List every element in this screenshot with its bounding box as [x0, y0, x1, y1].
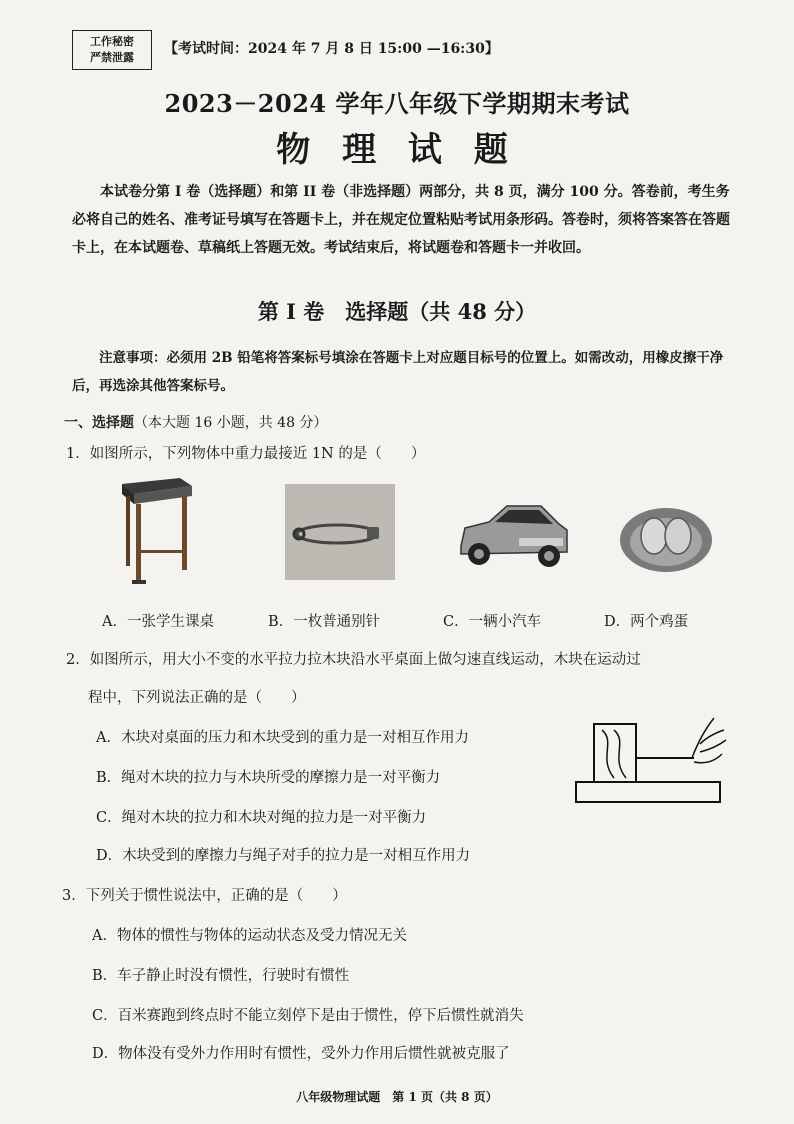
- question-3-stem: 3．下列关于惯性说法中，正确的是（ ）: [62, 888, 347, 904]
- question-1-option-b: B．一枚普通别针: [268, 614, 381, 630]
- exam-title: 2023－2024 学年八年级下学期期末考试: [164, 89, 630, 118]
- part-note: （本大题 16 小题，共 48 分）: [134, 415, 328, 431]
- question-3-option-c: C．百米赛跑到终点时不能立刻停下是由于惯性，停下后惯性就消失: [92, 1008, 524, 1024]
- question-3-option-d: D．物体没有受外力作用时有惯性，受外力作用后惯性就被克服了: [92, 1046, 510, 1062]
- block-rope-figure: [568, 702, 734, 810]
- subject-title: 物 理 试 题: [276, 130, 518, 170]
- intro-paragraph: 本试卷分第 I 卷（选择题）和第 II 卷（非选择题）两部分，共 8 页，满分 100 分。答卷前，考生务必将自己的姓名、准考证号填写在答题卡上，并在规定位置粘贴考试用条形码。答卷时，须将答案答在答题卡上，在本试题卷、草稿纸上答题无效。考试结束后，将试题卷和答题卡一并收回。: [72, 184, 730, 256]
- question-3-option-a: A．物体的惯性与物体的运动状态及受力情况无关: [92, 928, 407, 944]
- page-footer: 八年级物理试题 第 1 页（共 8 页）: [296, 1090, 498, 1104]
- eggs-image: [618, 492, 714, 576]
- confidential-line1: 工作秘密: [90, 35, 134, 48]
- question-2-option-b: B．绳对木块的拉力与木块所受的摩擦力是一对平衡力: [96, 770, 441, 786]
- question-2-stem-line1: 2．如图所示，用大小不变的水平拉力拉木块沿水平桌面上做匀速直线运动，木块在运动过: [66, 652, 641, 668]
- question-3-option-b: B．车子静止时没有惯性，行驶时有惯性: [92, 968, 350, 984]
- question-2-stem-line2: 程中，下列说法正确的是（ ）: [88, 690, 306, 706]
- section-title: 第 I 卷 选择题（共 48 分）: [257, 299, 537, 324]
- question-1-option-a: A．一张学生课桌: [102, 614, 214, 630]
- question-1-option-d: D．两个鸡蛋: [604, 614, 689, 630]
- part-label: 一、选择题: [64, 415, 134, 431]
- question-2-option-c: C．绳对木块的拉力和木块对绳的拉力是一对平衡力: [96, 810, 427, 826]
- question-2-option-d: D．木块受到的摩擦力与绳子对手的拉力是一对相互作用力: [96, 848, 471, 864]
- exam-time: 【考试时间：2024 年 7 月 8 日 15:00 —16:30】: [164, 41, 499, 57]
- desk-image: [118, 476, 196, 588]
- question-1-option-c: C．一辆小汽车: [443, 614, 542, 630]
- car-image: [455, 488, 571, 578]
- question-1-stem: 1．如图所示，下列物体中重力最接近 1N 的是（ ）: [66, 446, 426, 462]
- notice-paragraph: 注意事项：必须用 2B 铅笔将答案标号填涂在答题卡上对应题目标号的位置上。如需改动，用橡皮擦干净后，再选涂其他答案标号。: [72, 350, 724, 394]
- confidential-line2: 严禁泄露: [90, 51, 134, 64]
- question-2-option-a: A．木块对桌面的压力和木块受到的重力是一对相互作用力: [96, 730, 469, 746]
- confidential-stamp: [72, 30, 152, 70]
- part-heading: [64, 412, 327, 432]
- safety-pin-image: [285, 484, 395, 580]
